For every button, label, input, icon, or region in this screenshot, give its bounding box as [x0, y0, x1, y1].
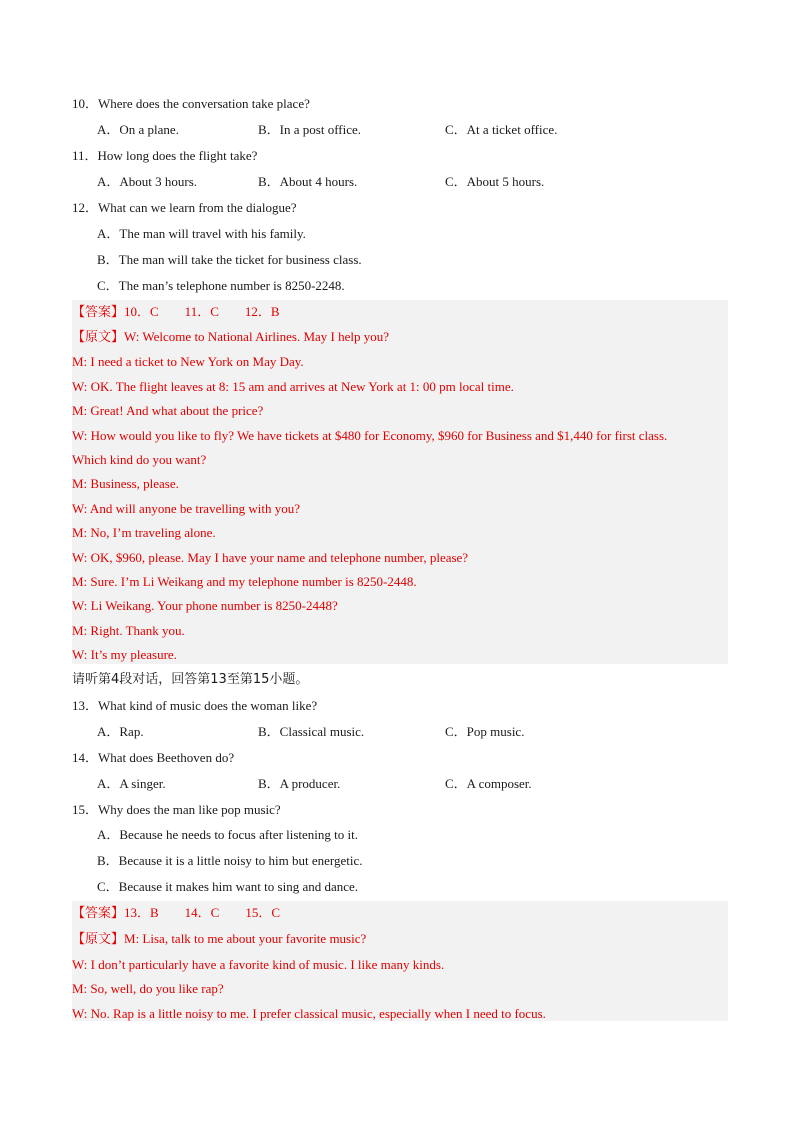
q10-option-b: B．In a post office. [258, 122, 362, 137]
question-10: 10．Where does the conversation take place? [72, 96, 310, 111]
q13-option-a: A．Rap. [97, 724, 144, 739]
answer-tag: 【答案】 [72, 906, 125, 921]
transcript-tag: 【原文】 [72, 932, 125, 947]
q10-option-a: A．On a plane. [97, 122, 179, 137]
q14-option-b: B．A producer. [258, 776, 341, 791]
transcript-line: M: No, I’m traveling alone. [72, 525, 216, 540]
q15-option-c: C．Because it makes him want to sing and dance. [97, 879, 359, 894]
transcript-line: W: OK. The flight leaves at 8: 15 am and arrives at New York at 1: 00 pm local time. [72, 379, 514, 394]
question-12: 12．What can we learn from the dialogue? [72, 200, 297, 215]
transcript-first: W: Welcome to National Airlines. May I help you? [124, 329, 390, 344]
transcript-line: W: How would you like to fly? We have tickets at $480 for Economy, $960 for Business and $1,440 for first class. [72, 428, 668, 443]
transcript-line: W: It’s my pleasure. [72, 647, 177, 662]
answer-line-1 [72, 302, 280, 323]
transcript-first: M: Lisa, talk to me about your favorite music? [124, 931, 367, 946]
q14-option-c: C．A composer. [445, 776, 532, 791]
q11-option-c: C．About 5 hours. [445, 174, 545, 189]
q13-option-b: B．Classical music. [258, 724, 365, 739]
question-15: 15．Why does the man like pop music? [72, 802, 281, 817]
transcript-line: M: Right. Thank you. [72, 623, 185, 638]
q14-option-a: A．A singer. [97, 776, 166, 791]
section-instruction: 请听第4段对话，回答第13至第15小题。 [72, 672, 309, 687]
transcript-line: M: Business, please. [72, 476, 179, 491]
transcript-line-first-1 [72, 327, 389, 348]
answer-text: 10．C 11．C 12．B [124, 304, 280, 319]
answer-tag: 【答案】 [72, 305, 125, 320]
answer-text: 13．B 14．C 15．C [124, 905, 281, 920]
q11-option-b: B．About 4 hours. [258, 174, 358, 189]
transcript-line: M: I need a ticket to New York on May Day. [72, 354, 304, 369]
question-13: 13．What kind of music does the woman like? [72, 698, 318, 713]
transcript-line: W: And will anyone be travelling with you? [72, 501, 301, 516]
q11-option-a: A．About 3 hours. [97, 174, 198, 189]
q12-option-c: C．The man’s telephone number is 8250-2248. [97, 278, 345, 293]
transcript-line: Which kind do you want? [72, 452, 207, 467]
q15-option-a: A．Because he needs to focus after listening to it. [97, 827, 359, 842]
question-11: 11．How long does the flight take? [72, 148, 258, 163]
transcript-tag: 【原文】 [72, 330, 125, 345]
q10-option-c: C．At a ticket office. [445, 122, 558, 137]
transcript-line: W: I don’t particularly have a favorite kind of music. I like many kinds. [72, 957, 445, 972]
answer-line-2 [72, 903, 280, 924]
transcript-line-first-2 [72, 929, 366, 950]
transcript-line: M: So, well, do you like rap? [72, 981, 224, 996]
transcript-line: M: Great! And what about the price? [72, 403, 264, 418]
transcript-line: M: Sure. I’m Li Weikang and my telephone number is 8250-2448. [72, 574, 417, 589]
transcript-line: W: No. Rap is a little noisy to me. I prefer classical music, especially when I need to focus. [72, 1006, 546, 1021]
q13-option-c: C．Pop music. [445, 724, 525, 739]
question-14: 14．What does Beethoven do? [72, 750, 235, 765]
q12-option-b: B．The man will take the ticket for business class. [97, 252, 362, 267]
transcript-line: W: Li Weikang. Your phone number is 8250-2448? [72, 598, 338, 613]
q12-option-a: A．The man will travel with his family. [97, 226, 306, 241]
transcript-line: W: OK, $960, please. May I have your name and telephone number, please? [72, 550, 469, 565]
q15-option-b: B．Because it is a little noisy to him but energetic. [97, 853, 363, 868]
